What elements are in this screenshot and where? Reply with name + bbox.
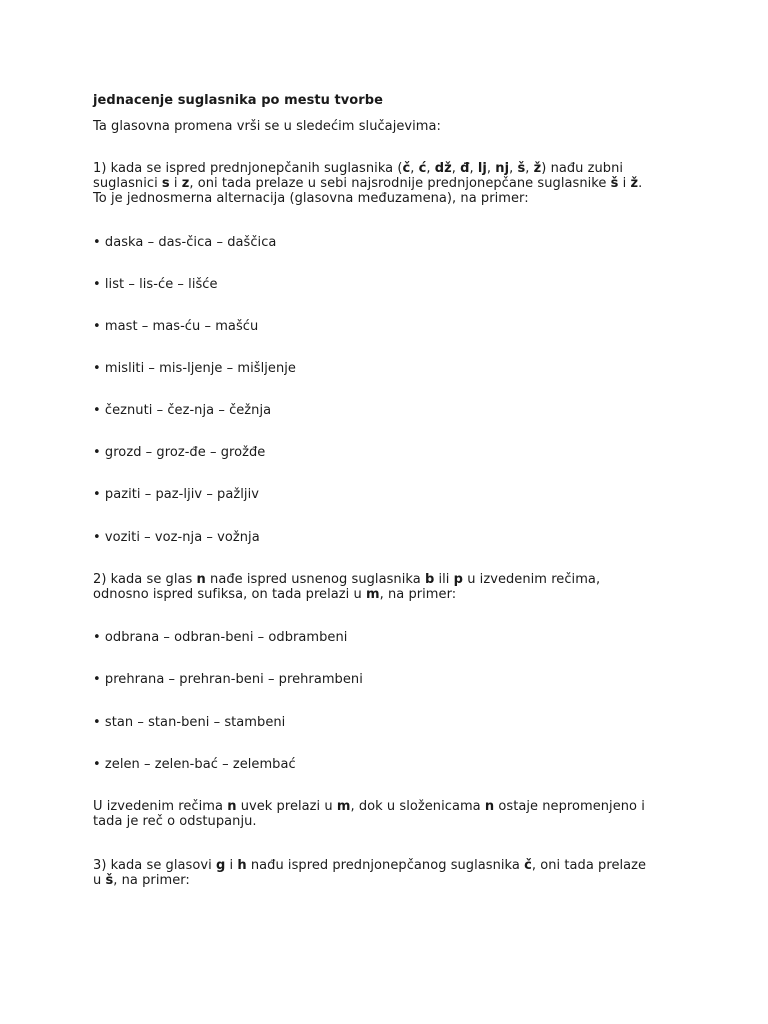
section3-line1: 3) kada se glasovi g i h nađu ispred prednjonepčanog suglasnika č, oni tada prelaze: [93, 858, 647, 873]
list-item: • odbrana – odbran-beni – odbrambeni: [93, 630, 348, 645]
list-item: • čeznuti – čez-nja – čežnja: [93, 403, 272, 418]
section3-line2: u š, na primer:: [93, 873, 190, 888]
list-item: • daska – das-čica – daščica: [93, 235, 277, 250]
section1-line3: To je jednosmerna alternacija (glasovna međuzamena), na primer:: [93, 191, 529, 206]
list-item: • grozd – groz-đe – grožđe: [93, 445, 266, 460]
section1-line2: suglasnici s i z, oni tada prelaze u sebi najsrodnije prednjonepčane suglasnike š i ž.: [93, 176, 643, 191]
list-item: • voziti – voz-nja – vožnja: [93, 530, 260, 545]
document-title: jednacenje suglasnika po mestu tvorbe: [93, 93, 383, 108]
list-item: • misliti – mis-ljenje – mišljenje: [93, 361, 296, 376]
intro-paragraph: Ta glasovna promena vrši se u sledećim slučajevima:: [93, 119, 441, 134]
section2-note-line2: tada je reč o odstupanju.: [93, 814, 257, 829]
section2-line2: odnosno ispred sufiksa, on tada prelazi u m, na primer:: [93, 587, 457, 602]
list-item: • prehrana – prehran-beni – prehrambeni: [93, 672, 363, 687]
list-item: • zelen – zelen-bać – zelembać: [93, 757, 296, 772]
list-item: • mast – mas-ću – mašću: [93, 319, 259, 334]
list-item: • paziti – paz-ljiv – pažljiv: [93, 487, 259, 502]
list-item: • stan – stan-beni – stambeni: [93, 715, 286, 730]
section1-line1: 1) kada se ispred prednjonepčanih suglasnika (č, ć, dž, đ, lj, nj, š, ž) nađu zubni: [93, 161, 624, 176]
section2-note-line1: U izvedenim rečima n uvek prelazi u m, dok u složenicama n ostaje nepromenjeno i: [93, 799, 645, 814]
list-item: • list – lis-će – lišće: [93, 277, 218, 292]
section2-line1: 2) kada se glas n nađe ispred usnenog suglasnika b ili p u izvedenim rečima,: [93, 572, 601, 587]
